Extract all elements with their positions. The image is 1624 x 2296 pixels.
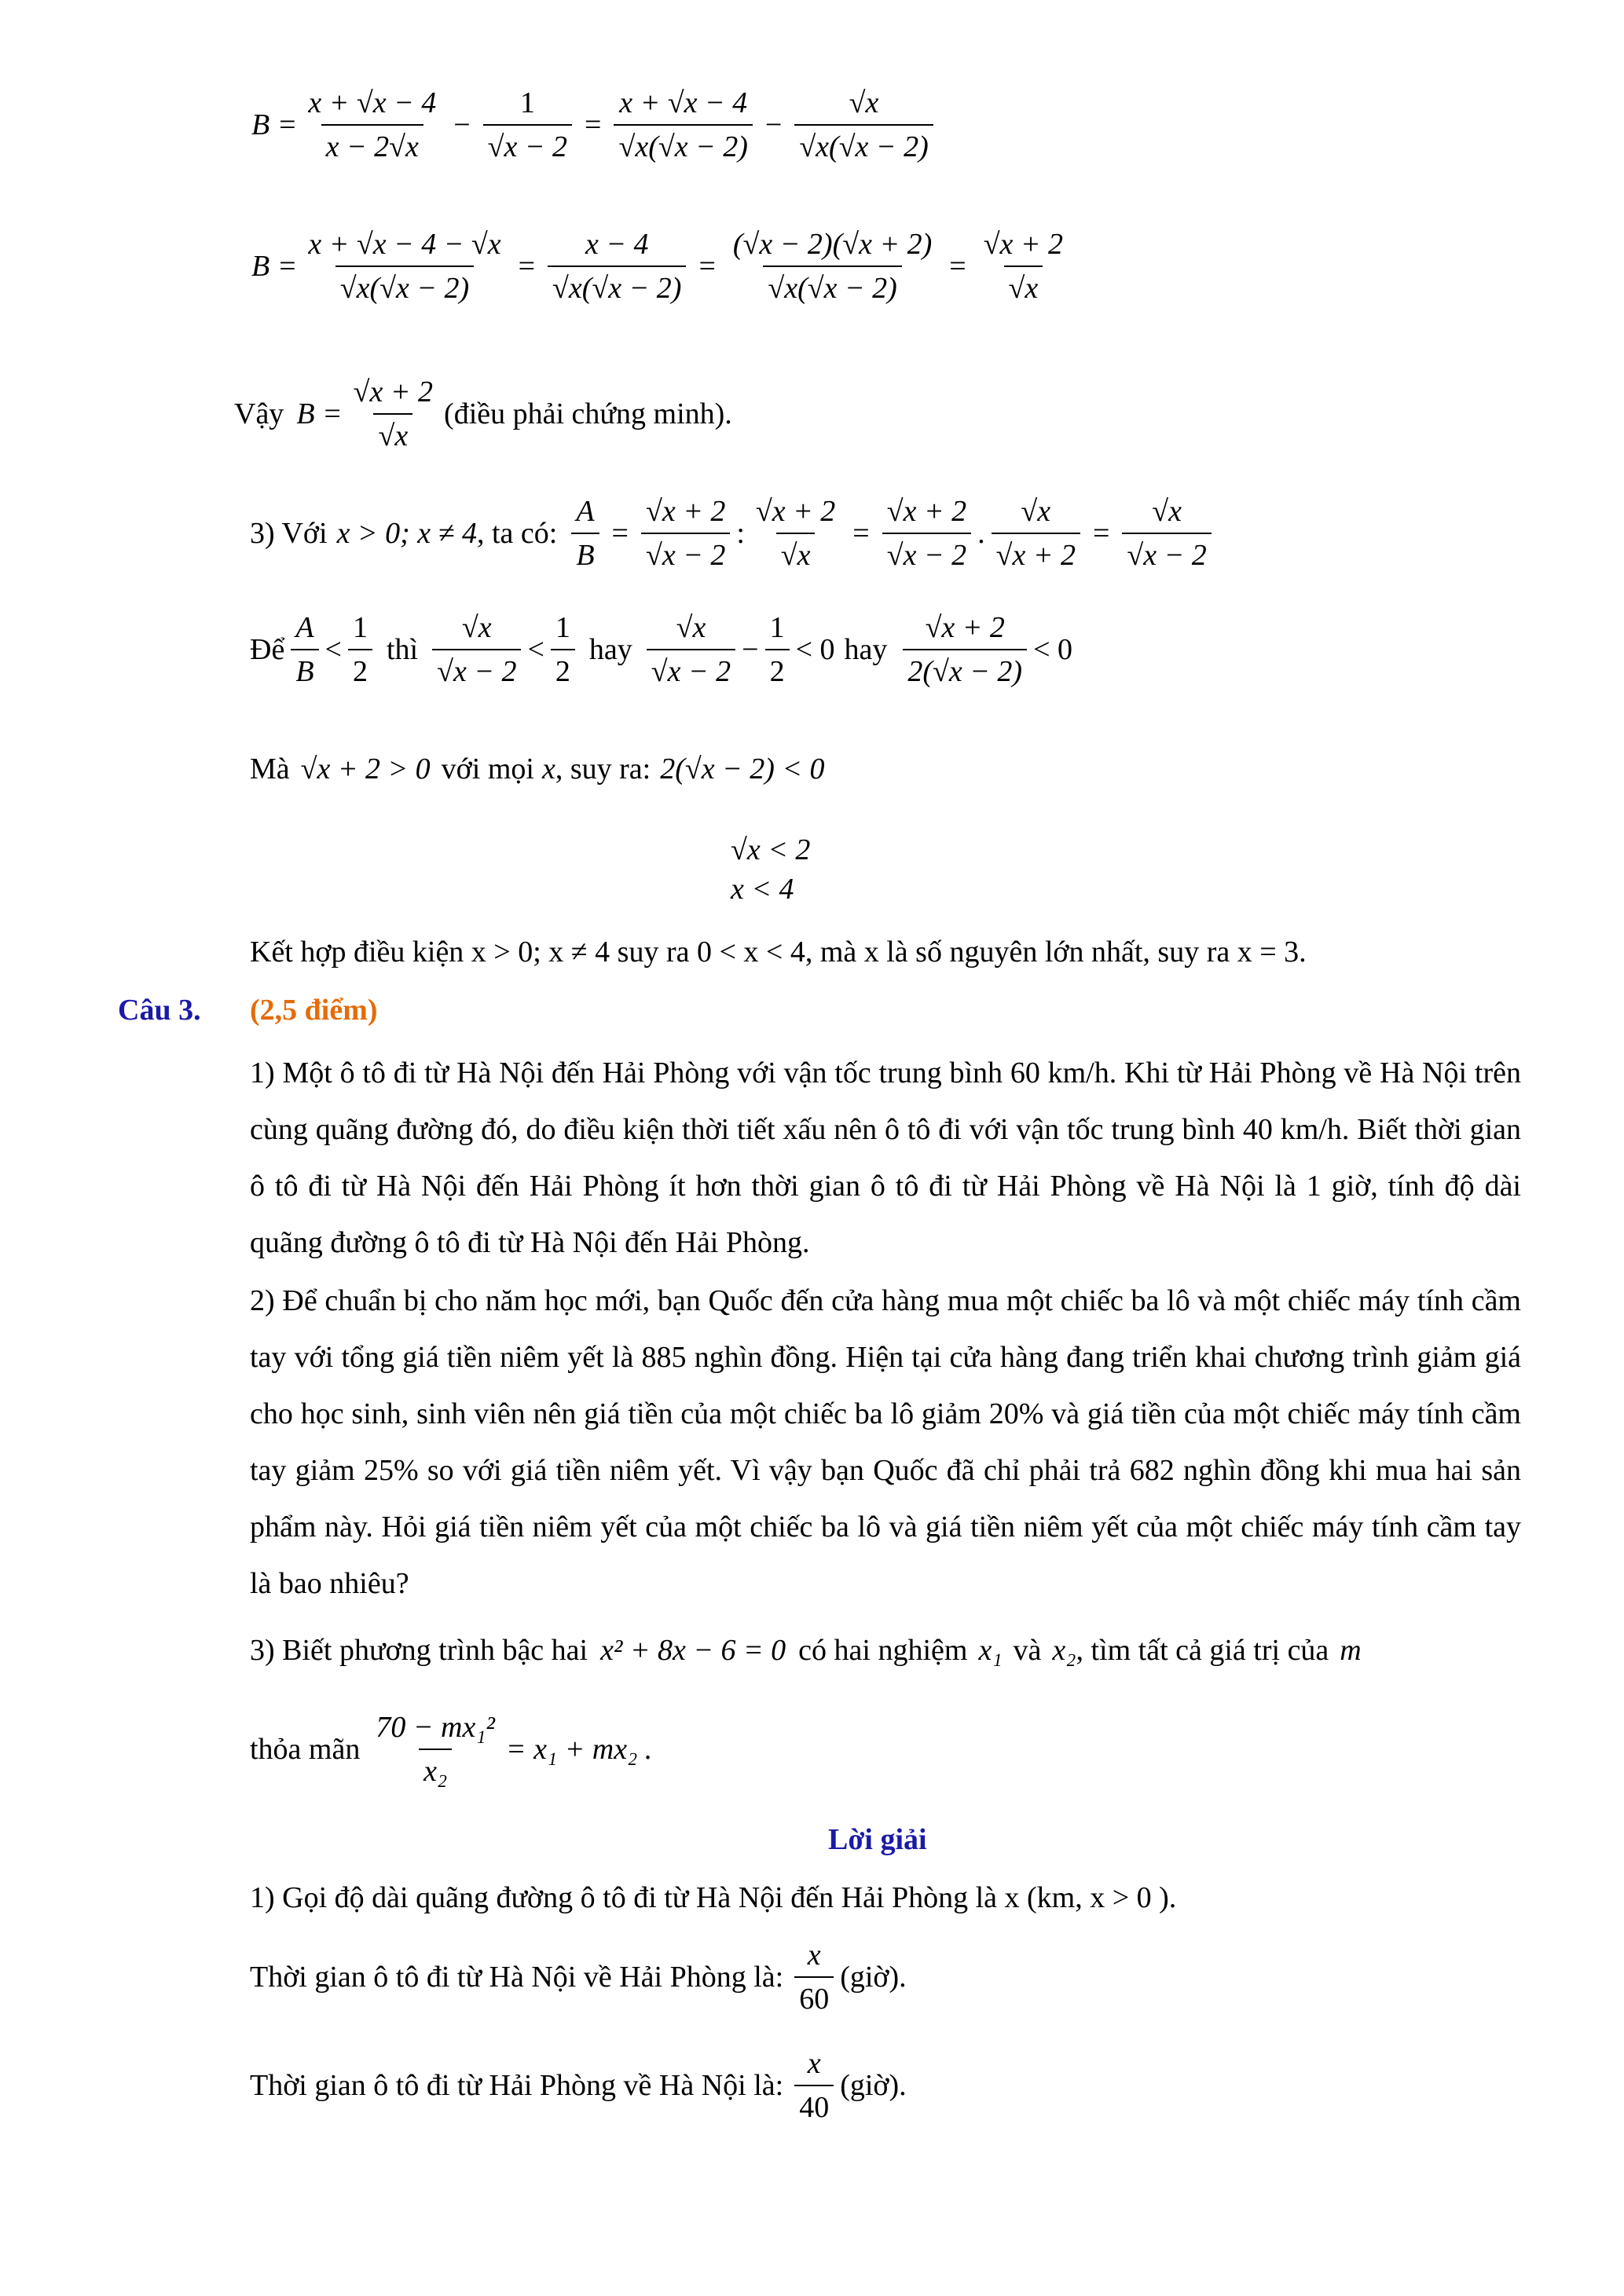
b1-f3-num: x + √x − 4 (619, 86, 748, 119)
b2-f4-num: √x + 2 (983, 228, 1064, 261)
t1-num: x (807, 1939, 821, 1972)
ma-post: , suy ra: (555, 753, 651, 785)
t1-pre: Thời gian ô tô đi từ Hà Nội về Hải Phòng là: (250, 1960, 784, 1994)
b1-f3-den: √x(√x − 2) (614, 124, 752, 165)
question-part1: 1) Một ô tô đi từ Hà Nội đến Hải Phòng với vận tốc trung bình 60 km/h. Khi từ Hải Phòng về Hà Nội trên cùng quãng đường đó, do điều kiện thời tiết xấu nên ô tô đi với vận tốc trung bình 40 km/h. Biết thời gian ô tô đi từ Hà Nội đến Hải Phòng ít hơn thời gian ô tô đi từ Hải Phòng về Hà Nội là 1 giờ, tính độ dài quãng đường ô tô đi từ Hà Nội đến Hải Phòng. (250, 1056, 1521, 1259)
p3-f4-den: √x + 2 (992, 533, 1080, 573)
solution-title: Lời giải (828, 1823, 927, 1856)
q3-pre: 3) Biết phương trình bậc hai (250, 1634, 588, 1667)
part3-line (250, 495, 1218, 573)
de-f4-num: √x + 2 (925, 611, 1005, 644)
de-fraction-ab (291, 611, 318, 689)
de-pre: Để (250, 632, 285, 666)
p3-f5-den: √x − 2 (1122, 533, 1211, 573)
vay-post: (điều phải chứng minh). (444, 397, 732, 430)
b2-equals-1: = (518, 249, 536, 283)
de-lt-1: < (324, 632, 342, 666)
de-half-3 (765, 611, 790, 689)
b2-lhs: B = (251, 249, 298, 283)
ma-expr: √x + 2 > 0 (300, 753, 431, 785)
de-f3-num: √x (676, 611, 706, 644)
de-hay-1: hay (588, 632, 632, 666)
ma-x: x (541, 753, 555, 785)
b1-fraction-2 (483, 86, 572, 164)
de-minus: − (742, 632, 759, 666)
p3-f3-den: √x − 2 (882, 533, 971, 573)
p3-equals-3: = (1092, 516, 1110, 550)
b1-f4-num: √x (849, 86, 879, 119)
question-part2: 2) Để chuẩn bị cho năm học mới, bạn Quốc đến cửa hàng mua một chiếc ba lô và một chiếc máy tính cầm tay với tổng giá tiền niêm yết là 885 nghìn đồng. Hiện tại cửa hàng đang triển khai chương trình giảm giá cho học sinh, sinh viên nên giá tiền của một chiếc ba lô giảm 20% và giá tiền của một chiếc máy tính cầm tay giảm 25% so với giá tiền niêm yết. Vì vậy bạn Quốc đã chỉ phải trả 682 nghìn đồng khi mua hai sản phẩm này. Hỏi giá tiền niêm yết của một chiếc ba lô và giá tiền niêm yết của một chiếc máy tính cầm tay là bao nhiêu? (250, 1284, 1521, 1600)
de-half1-den: 2 (348, 649, 372, 690)
p3-pre: 3) Với (250, 516, 328, 550)
q3b-post: = x₁ + mx₂ . (505, 1732, 653, 1766)
vay-lhs: B = (296, 397, 343, 430)
p3-fraction-5 (1122, 495, 1211, 573)
p3-f2-den: √x (776, 533, 816, 573)
t1-den: 60 (794, 1976, 834, 2017)
p3-fa-num: A (576, 495, 595, 528)
de-thi: thì (386, 632, 419, 666)
equation-b-line2 (251, 228, 1074, 306)
de-fraction-2 (432, 611, 521, 689)
b1-minus-2: − (764, 108, 783, 141)
de-f3-den: √x − 2 (647, 649, 735, 690)
b2-fraction-1 (303, 228, 505, 306)
b1-minus-1: − (453, 108, 471, 141)
de-half1-num: 1 (352, 611, 368, 644)
b1-f1-den: x − 2√x (321, 124, 423, 165)
question-label: Câu 3. (118, 994, 201, 1027)
inequality-line (250, 611, 1072, 689)
t1-fraction (794, 1939, 834, 2016)
de-lt0-a: < 0 (795, 632, 835, 666)
ma-mid: với mọi (441, 753, 534, 785)
de-f2-num: √x (461, 611, 492, 644)
p3-f3-num: √x + 2 (886, 495, 967, 528)
b1-equals: = (585, 108, 602, 141)
p3-colon: : (736, 516, 745, 550)
ma-result: 2(√x − 2) < 0 (660, 753, 825, 785)
b1-fraction-4 (794, 86, 933, 164)
de-hay-2: hay (844, 632, 888, 666)
q3-and: và (1013, 1634, 1042, 1667)
b1-f2-num: 1 (519, 86, 535, 119)
b2-f1-den: √x(√x − 2) (335, 265, 474, 306)
b2-f3-num: (√x − 2)(√x + 2) (732, 228, 933, 261)
vay-num: √x + 2 (353, 375, 434, 408)
vay-fraction (349, 375, 438, 453)
p3-condition: x > 0; x ≠ 4 (336, 516, 477, 550)
b1-f4-den: √x(√x − 2) (794, 124, 933, 165)
de-half3-den: 2 (765, 649, 790, 690)
t1-post: (giờ). (840, 1960, 907, 1994)
b2-f1-num: x + √x − 4 − √x (308, 228, 501, 261)
p3-fraction-1 (641, 495, 730, 573)
p3-f1-num: √x + 2 (645, 495, 726, 528)
q3-mid: có hai nghiệm (798, 1634, 968, 1667)
de-fraction-4 (903, 611, 1027, 689)
b2-f3-den: √x(√x − 2) (763, 265, 901, 306)
q3-m: m (1340, 1634, 1362, 1667)
p3-mid: , ta có: (476, 516, 558, 550)
b2-f4-den: √x (1004, 265, 1043, 306)
de-f2-den: √x − 2 (432, 649, 521, 690)
de-half3-num: 1 (769, 611, 785, 644)
result-sqrt: √x < 2 (731, 833, 811, 866)
q3-equation: x² + 8x − 6 = 0 (600, 1634, 786, 1667)
p3-fraction-2 (751, 495, 840, 573)
equation-b-line1 (251, 86, 940, 164)
p3-equals-1: = (611, 516, 629, 550)
result-x: x < 4 (731, 873, 794, 906)
solution-time-1 (250, 1939, 907, 2016)
de-f4-den: 2(√x − 2) (903, 649, 1027, 690)
de-lt0-b: < 0 (1033, 632, 1073, 666)
de-fa-den: B (291, 649, 318, 690)
b2-fraction-2 (548, 228, 686, 306)
vay-den: √x (373, 413, 412, 454)
vay-label: Vậy (234, 397, 284, 430)
q3-x2: x₂ (1052, 1634, 1076, 1667)
p3-fraction-4 (992, 495, 1080, 573)
b2-fraction-4 (979, 228, 1068, 306)
q3b-den: x₂ (419, 1749, 452, 1789)
question-part3-condition (250, 1711, 652, 1789)
p3-dot: . (977, 516, 985, 550)
p3-f4-num: √x (1021, 495, 1051, 528)
t2-num: x (807, 2047, 821, 2080)
b2-equals-2: = (698, 249, 716, 283)
q3b-fraction (371, 1711, 500, 1789)
de-half-2 (551, 611, 575, 689)
b1-lhs: B = (251, 108, 298, 141)
de-half2-num: 1 (555, 611, 570, 644)
b2-equals-3: = (949, 249, 966, 283)
solution-time-2 (250, 2047, 907, 2125)
b2-fraction-3 (728, 228, 937, 306)
conclusion-line (234, 375, 732, 453)
de-half2-den: 2 (551, 649, 575, 690)
de-half-1 (348, 611, 372, 689)
p3-fa-den: B (571, 533, 599, 573)
de-fraction-3 (647, 611, 735, 689)
q3-post: , tìm tất cả giá trị của (1076, 1634, 1329, 1667)
b2-f2-den: √x(√x − 2) (548, 265, 686, 306)
combine-line: Kết hợp điều kiện x > 0; x ≠ 4 suy ra 0 < x < 4, mà x là số nguyên lớn nhất, suy ra x = 3. (250, 936, 1307, 969)
p3-fraction-3 (882, 495, 971, 573)
b1-fraction-1 (303, 86, 441, 164)
t2-fraction (794, 2047, 834, 2125)
t2-pre: Thời gian ô tô đi từ Hải Phòng về Hà Nội là: (250, 2068, 784, 2102)
t2-post: (giờ). (840, 2068, 907, 2102)
b2-f2-num: x − 4 (585, 228, 649, 261)
t2-den: 40 (794, 2085, 834, 2126)
b1-f2-den: √x − 2 (483, 124, 572, 165)
b1-f1-num: x + √x − 4 (308, 86, 437, 119)
p3-equals-2: = (852, 516, 870, 550)
q3b-num: 70 − mx₁² (376, 1711, 495, 1744)
p3-fraction-ab (571, 495, 599, 573)
q3b-pre: thỏa mãn (250, 1732, 361, 1766)
question-part3 (250, 1634, 1362, 1668)
q3-x1: x₁ (978, 1634, 1003, 1667)
p3-f5-num: √x (1152, 495, 1182, 528)
de-fa-num: A (295, 611, 314, 644)
b1-fraction-3 (614, 86, 752, 164)
ma-pre: Mà (250, 753, 290, 785)
question-points: (2,5 điểm) (250, 994, 378, 1027)
p3-f1-den: √x − 2 (641, 533, 730, 573)
p3-f2-num: √x + 2 (755, 495, 836, 528)
solution-line-1: 1) Gọi độ dài quãng đường ô tô đi từ Hà Nội đến Hải Phòng là x (km, x > 0 ). (250, 1881, 1177, 1914)
ma-line (250, 753, 825, 787)
de-lt-2: < (527, 632, 544, 666)
